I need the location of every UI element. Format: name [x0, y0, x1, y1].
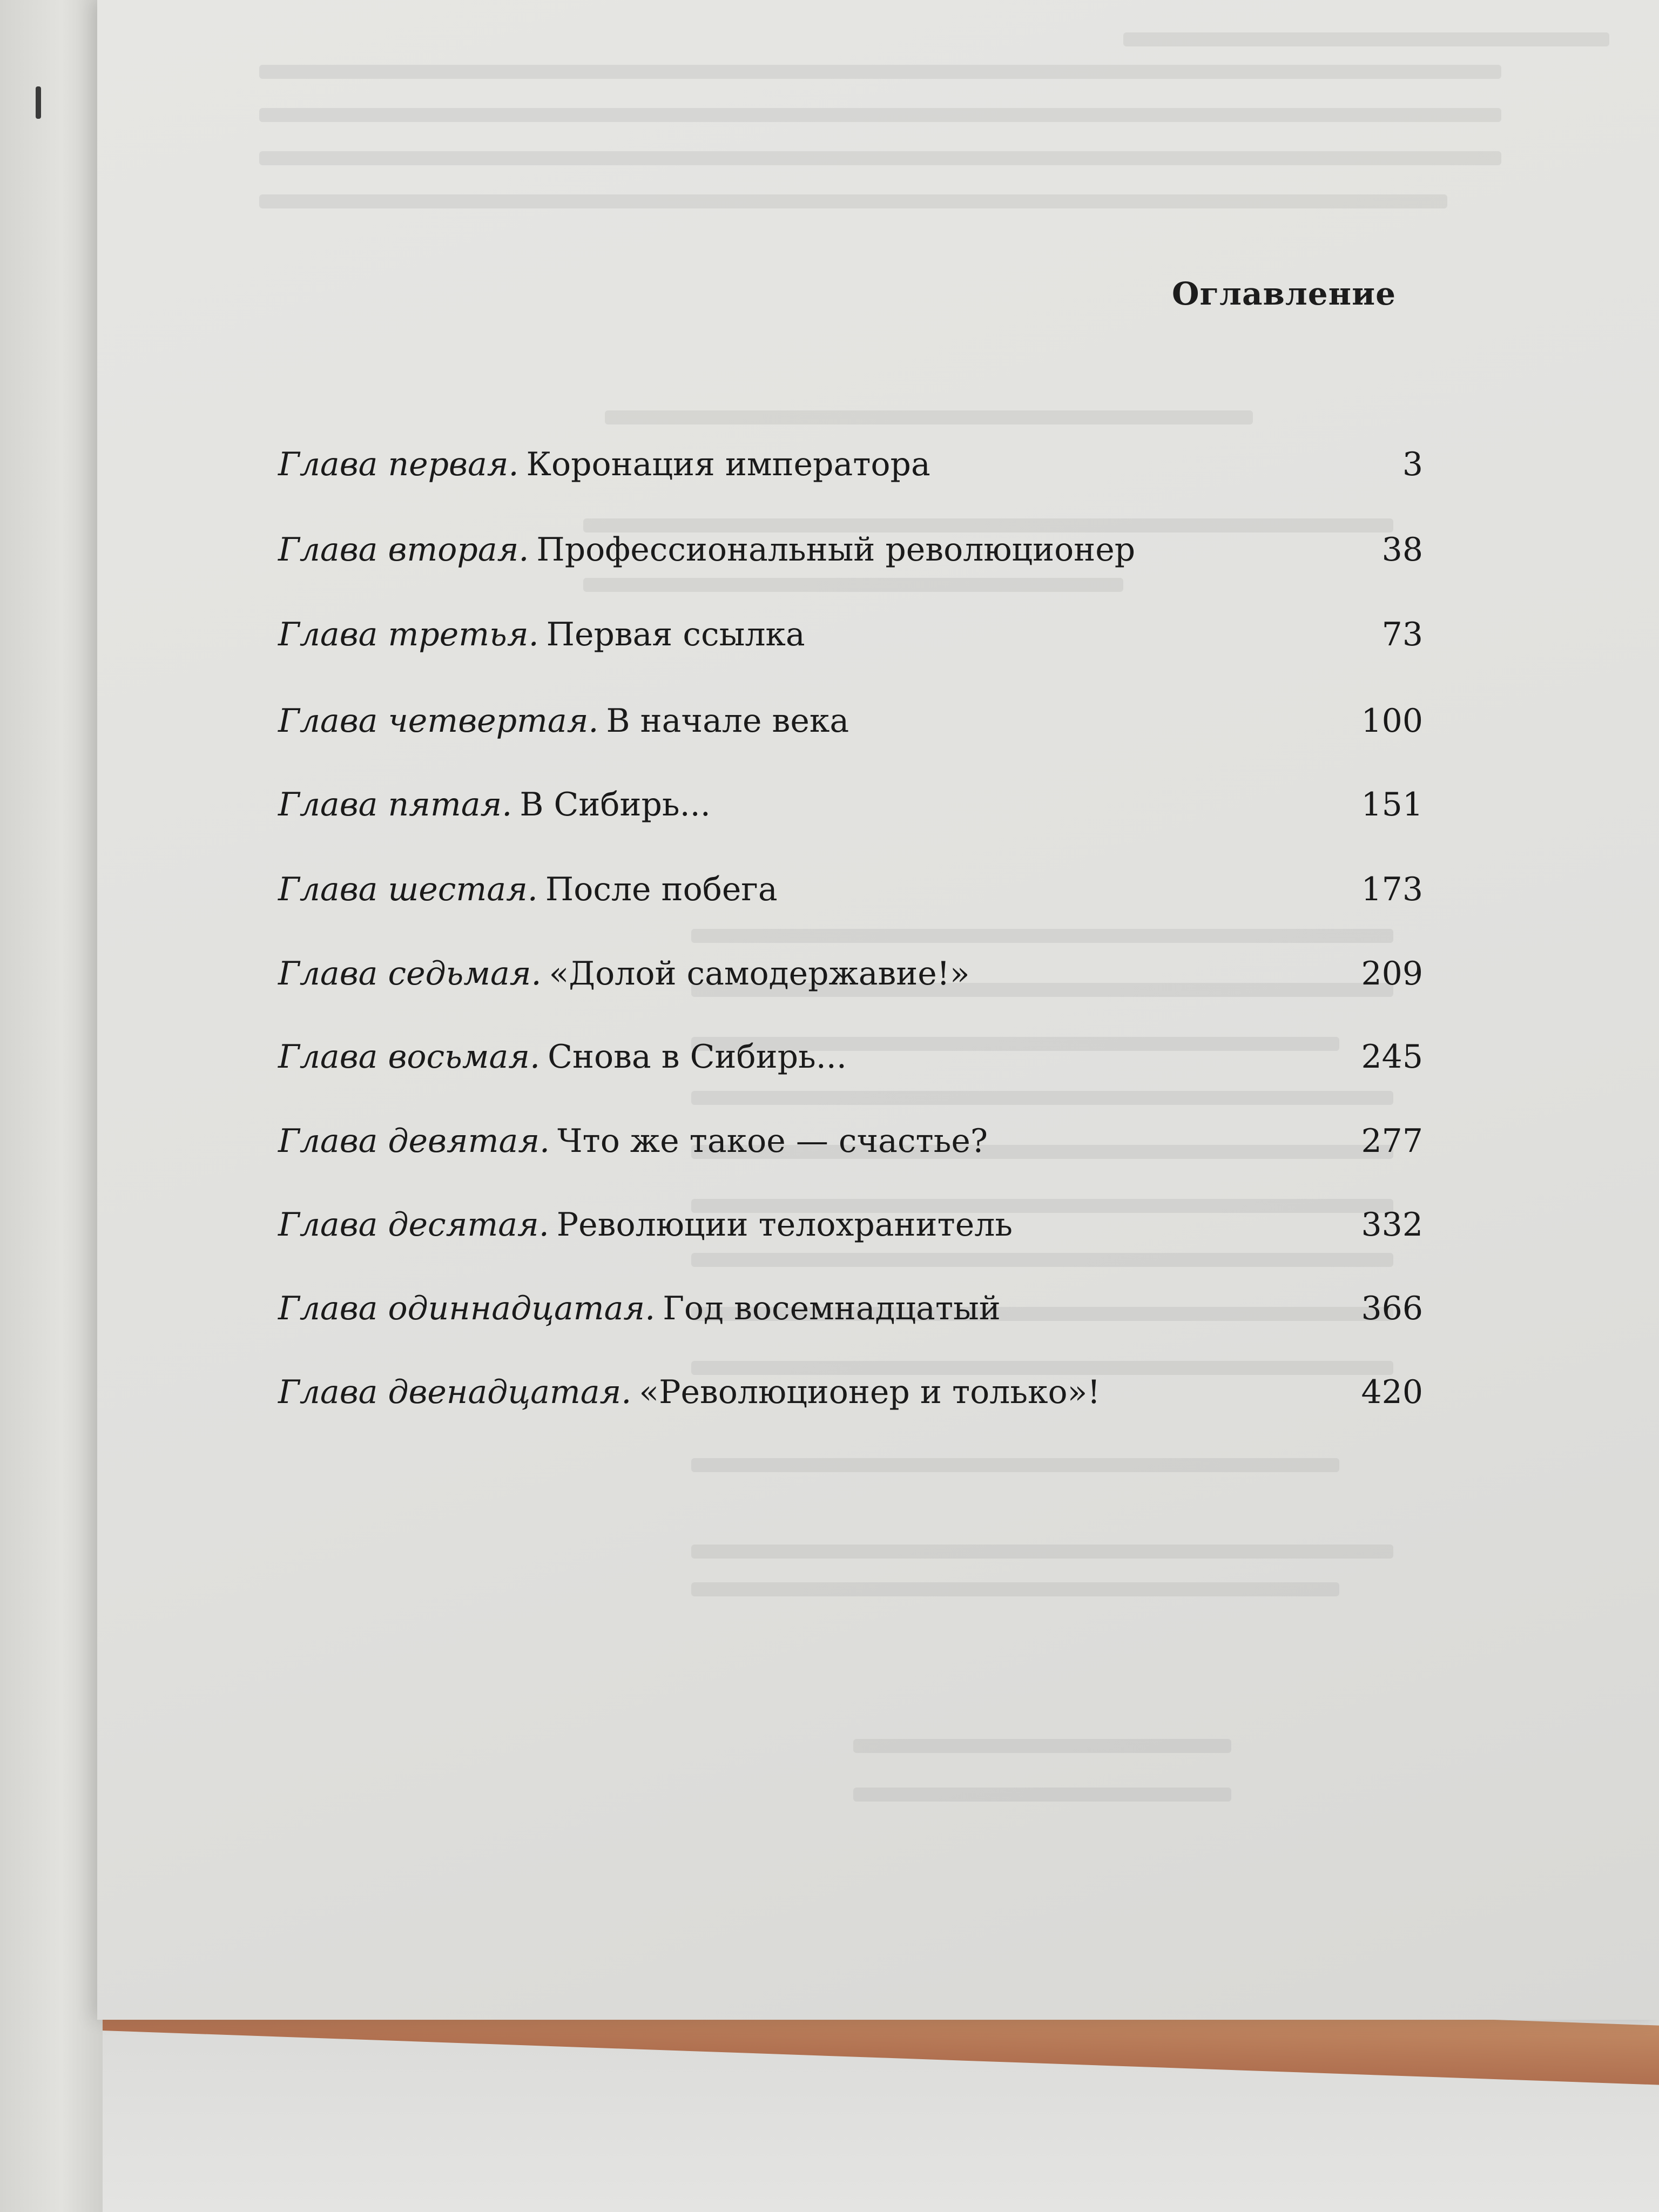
chapter-label: Глава одиннадцатая. [278, 1290, 656, 1327]
chapter-title: Что же такое — счастье? [557, 1122, 988, 1160]
toc-entry [278, 446, 1423, 494]
chapter-label: Глава вторая. [278, 531, 529, 569]
toc-entry [278, 955, 1423, 1003]
toc-heading: Оглавление [1172, 275, 1397, 312]
left-page-edge [0, 0, 103, 2212]
chapter-title: Год восемнадцатый [663, 1290, 1001, 1327]
bleed-through-line [1123, 32, 1609, 46]
toc-entry [278, 786, 1423, 834]
page-number: 73 [1381, 616, 1423, 653]
toc-entry [278, 616, 1423, 664]
page-number: 332 [1361, 1206, 1423, 1244]
toc-entry [278, 1373, 1423, 1422]
chapter-label: Глава четвертая. [278, 702, 599, 740]
chapter-title: Снова в Сибирь... [548, 1038, 847, 1076]
chapter-title: Профессиональный революционер [536, 531, 1136, 569]
bleed-through-line [853, 1788, 1231, 1802]
page-number: 366 [1361, 1290, 1423, 1327]
bleed-through-line [691, 1545, 1393, 1559]
toc-entry [278, 871, 1423, 919]
chapter-title: Революции телохранитель [556, 1206, 1013, 1244]
page-number: 209 [1361, 955, 1423, 993]
chapter-title: В Сибирь... [520, 786, 711, 824]
toc-entry [278, 531, 1423, 579]
bleed-through-line [605, 410, 1253, 424]
toc-entry [278, 1122, 1423, 1171]
chapter-label: Глава седьмая. [278, 955, 542, 993]
page-number: 245 [1361, 1038, 1423, 1076]
page-number: 173 [1361, 871, 1423, 908]
chapter-label: Глава пятая. [278, 786, 512, 824]
binding-stitch [36, 86, 41, 119]
bleed-through-line [583, 578, 1123, 592]
chapter-title: «Долой самодержавие!» [549, 955, 970, 993]
toc-entry [278, 1206, 1423, 1255]
bleed-through-line [691, 1091, 1393, 1105]
chapter-label: Глава восьмая. [278, 1038, 541, 1076]
bleed-through-line [691, 929, 1393, 943]
toc-entry [278, 702, 1423, 751]
chapter-label: Глава третья. [278, 616, 539, 653]
chapter-title: Коронация императора [526, 446, 930, 483]
bleed-through-line [259, 194, 1447, 208]
bleed-through-line [853, 1739, 1231, 1753]
bleed-through-line [691, 1582, 1339, 1596]
chapter-label: Глава шестая. [278, 871, 538, 908]
book-page [97, 0, 1659, 2020]
bleed-through-line [691, 1458, 1339, 1472]
page-number: 3 [1402, 446, 1423, 483]
chapter-title: В начале века [606, 702, 849, 740]
bleed-through-line [691, 1253, 1393, 1267]
toc-entry [278, 1290, 1423, 1338]
chapter-label: Глава двенадцатая. [278, 1373, 632, 1411]
chapter-label: Глава десятая. [278, 1206, 549, 1244]
bleed-through-line [259, 151, 1501, 165]
toc-entry [278, 1038, 1423, 1087]
chapter-label: Глава девятая. [278, 1122, 550, 1160]
chapter-title: После побега [545, 871, 778, 908]
page-number: 38 [1381, 531, 1423, 569]
page-number: 151 [1361, 786, 1423, 824]
chapter-title: «Революционер и только»! [639, 1373, 1101, 1411]
bleed-through-line [259, 108, 1501, 122]
page-number: 277 [1361, 1122, 1423, 1160]
page-number: 100 [1361, 702, 1423, 740]
chapter-title: Первая ссылка [546, 616, 805, 653]
bleed-through-line [259, 65, 1501, 79]
chapter-label: Глава первая. [278, 446, 519, 483]
page-number: 420 [1361, 1373, 1423, 1411]
